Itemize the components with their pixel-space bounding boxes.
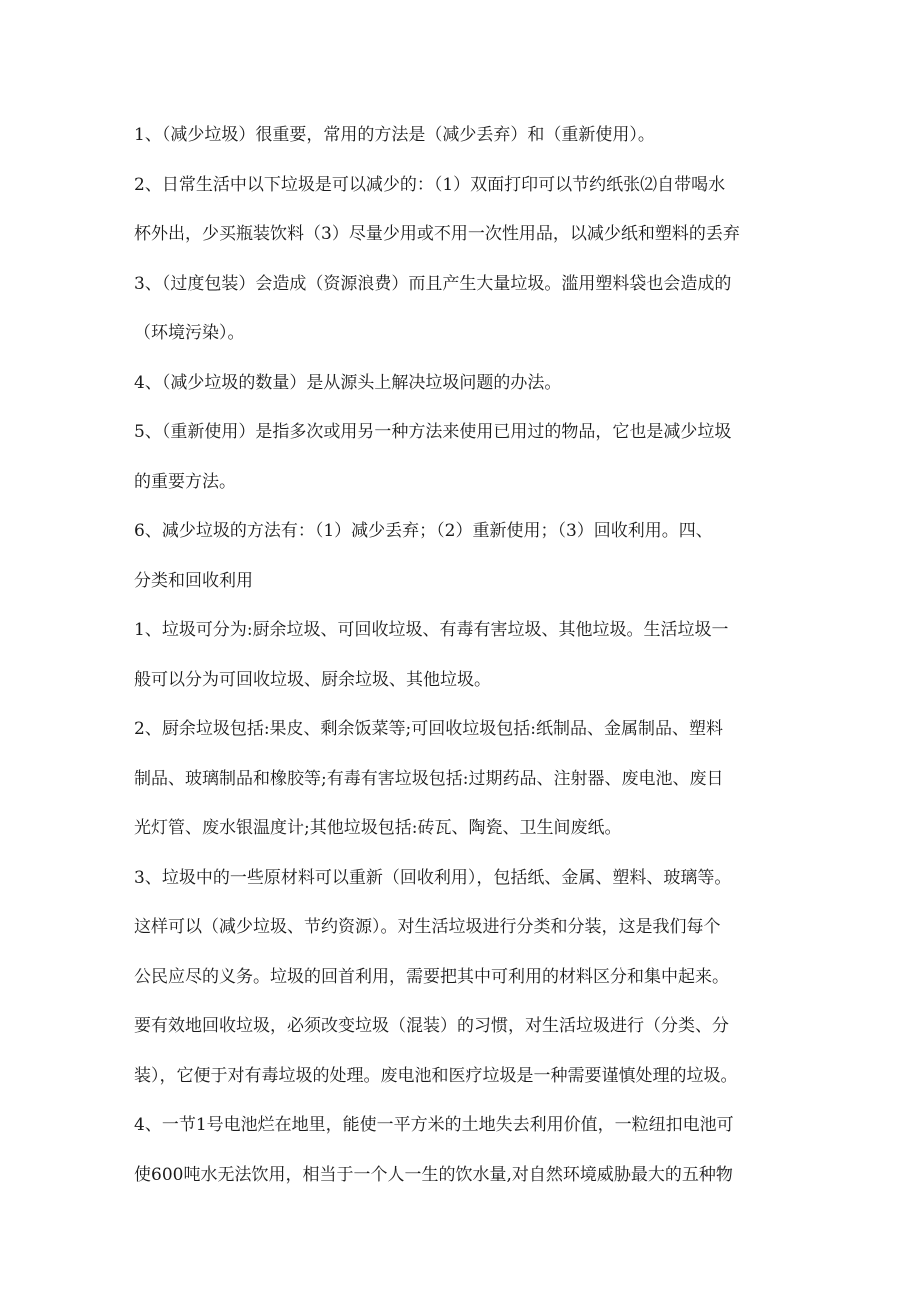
text-line: 使600吨水无法饮用，相当于一个人一生的饮水量,对自然环境威胁最大的五种物 <box>134 1164 733 1185</box>
text-line: 2、日常生活中以下垃圾是可以减少的：（1）双面打印可以节约纸张⑵自带喝水 <box>134 174 726 195</box>
text-line: 5、（重新使用）是指多次或用另一种方法来使用已用过的物品，它也是减少垃圾 <box>134 422 732 442</box>
text-line: 1、垃圾可分为:厨余垃圾、可回收垃圾、有毒有害垃圾、其他垃圾。生活垃圾一 <box>134 620 729 640</box>
text-line: 2、厨余垃圾包括:果皮、剩余饭菜等;可回收垃圾包括:纸制品、金属制品、塑料 <box>134 719 723 739</box>
text-line: 装），它便于对有毒垃圾的处理。废电池和医疗垃圾是一种需要谨慎处理的垃圾。 <box>134 1065 738 1086</box>
text-line: （环境污染）。 <box>134 323 245 343</box>
text-line: 公民应尽的义务。垃圾的回首利用，需要把其中可利用的材料区分和集中起来。 <box>134 966 729 987</box>
text-line: 要有效地回收垃圾，必须改变垃圾（混装）的习惯，对生活垃圾进行（分类、分 <box>134 1016 729 1036</box>
text-line: 杯外出，少买瓶装饮料（3）尽量少用或不用一次性用品，以减少纸和塑料的丢弃 <box>134 224 740 244</box>
text-line: 4、（减少垃圾的数量）是从源头上解决垃圾问题的办法。 <box>134 372 562 393</box>
text-line: 4、一节1号电池烂在地里，能使一平方米的土地失去利用价值，一粒纽扣电池可 <box>134 1115 734 1135</box>
text-line: 般可以分为可回收垃圾、厨余垃圾、其他垃圾。 <box>134 669 491 690</box>
text-line: 光灯管、废水银温度计;其他垃圾包括:砖瓦、陶瓷、卫生间废纸。 <box>134 818 622 838</box>
text-line: 3、垃圾中的一些原材料可以重新（回收利用），包括纸、金属、塑料、玻璃等。 <box>134 867 732 888</box>
text-line: 3、（过度包装）会造成（资源浪费）而且产生大量垃圾。滥用塑料袋也会造成的 <box>134 273 732 294</box>
text-line: 这样可以（减少垃圾、节约资源）。对生活垃圾进行分类和分装，这是我们每个 <box>134 917 721 937</box>
text-line: 1、（减少垃圾）很重要，常用的方法是（减少丢弃）和（重新使用）。 <box>134 125 655 145</box>
text-line: 制品、玻璃制品和橡胶等;有毒有害垃圾包括:过期药品、注射器、废电池、废日 <box>134 768 724 789</box>
text-line: 6、减少垃圾的方法有：（1）减少丢弃；（2）重新使用；（3）回收利用。四、 <box>134 521 713 541</box>
document-body <box>134 111 814 1200</box>
text-line: 的重要方法。 <box>134 471 236 492</box>
text-line: 分类和回收利用 <box>134 570 253 591</box>
